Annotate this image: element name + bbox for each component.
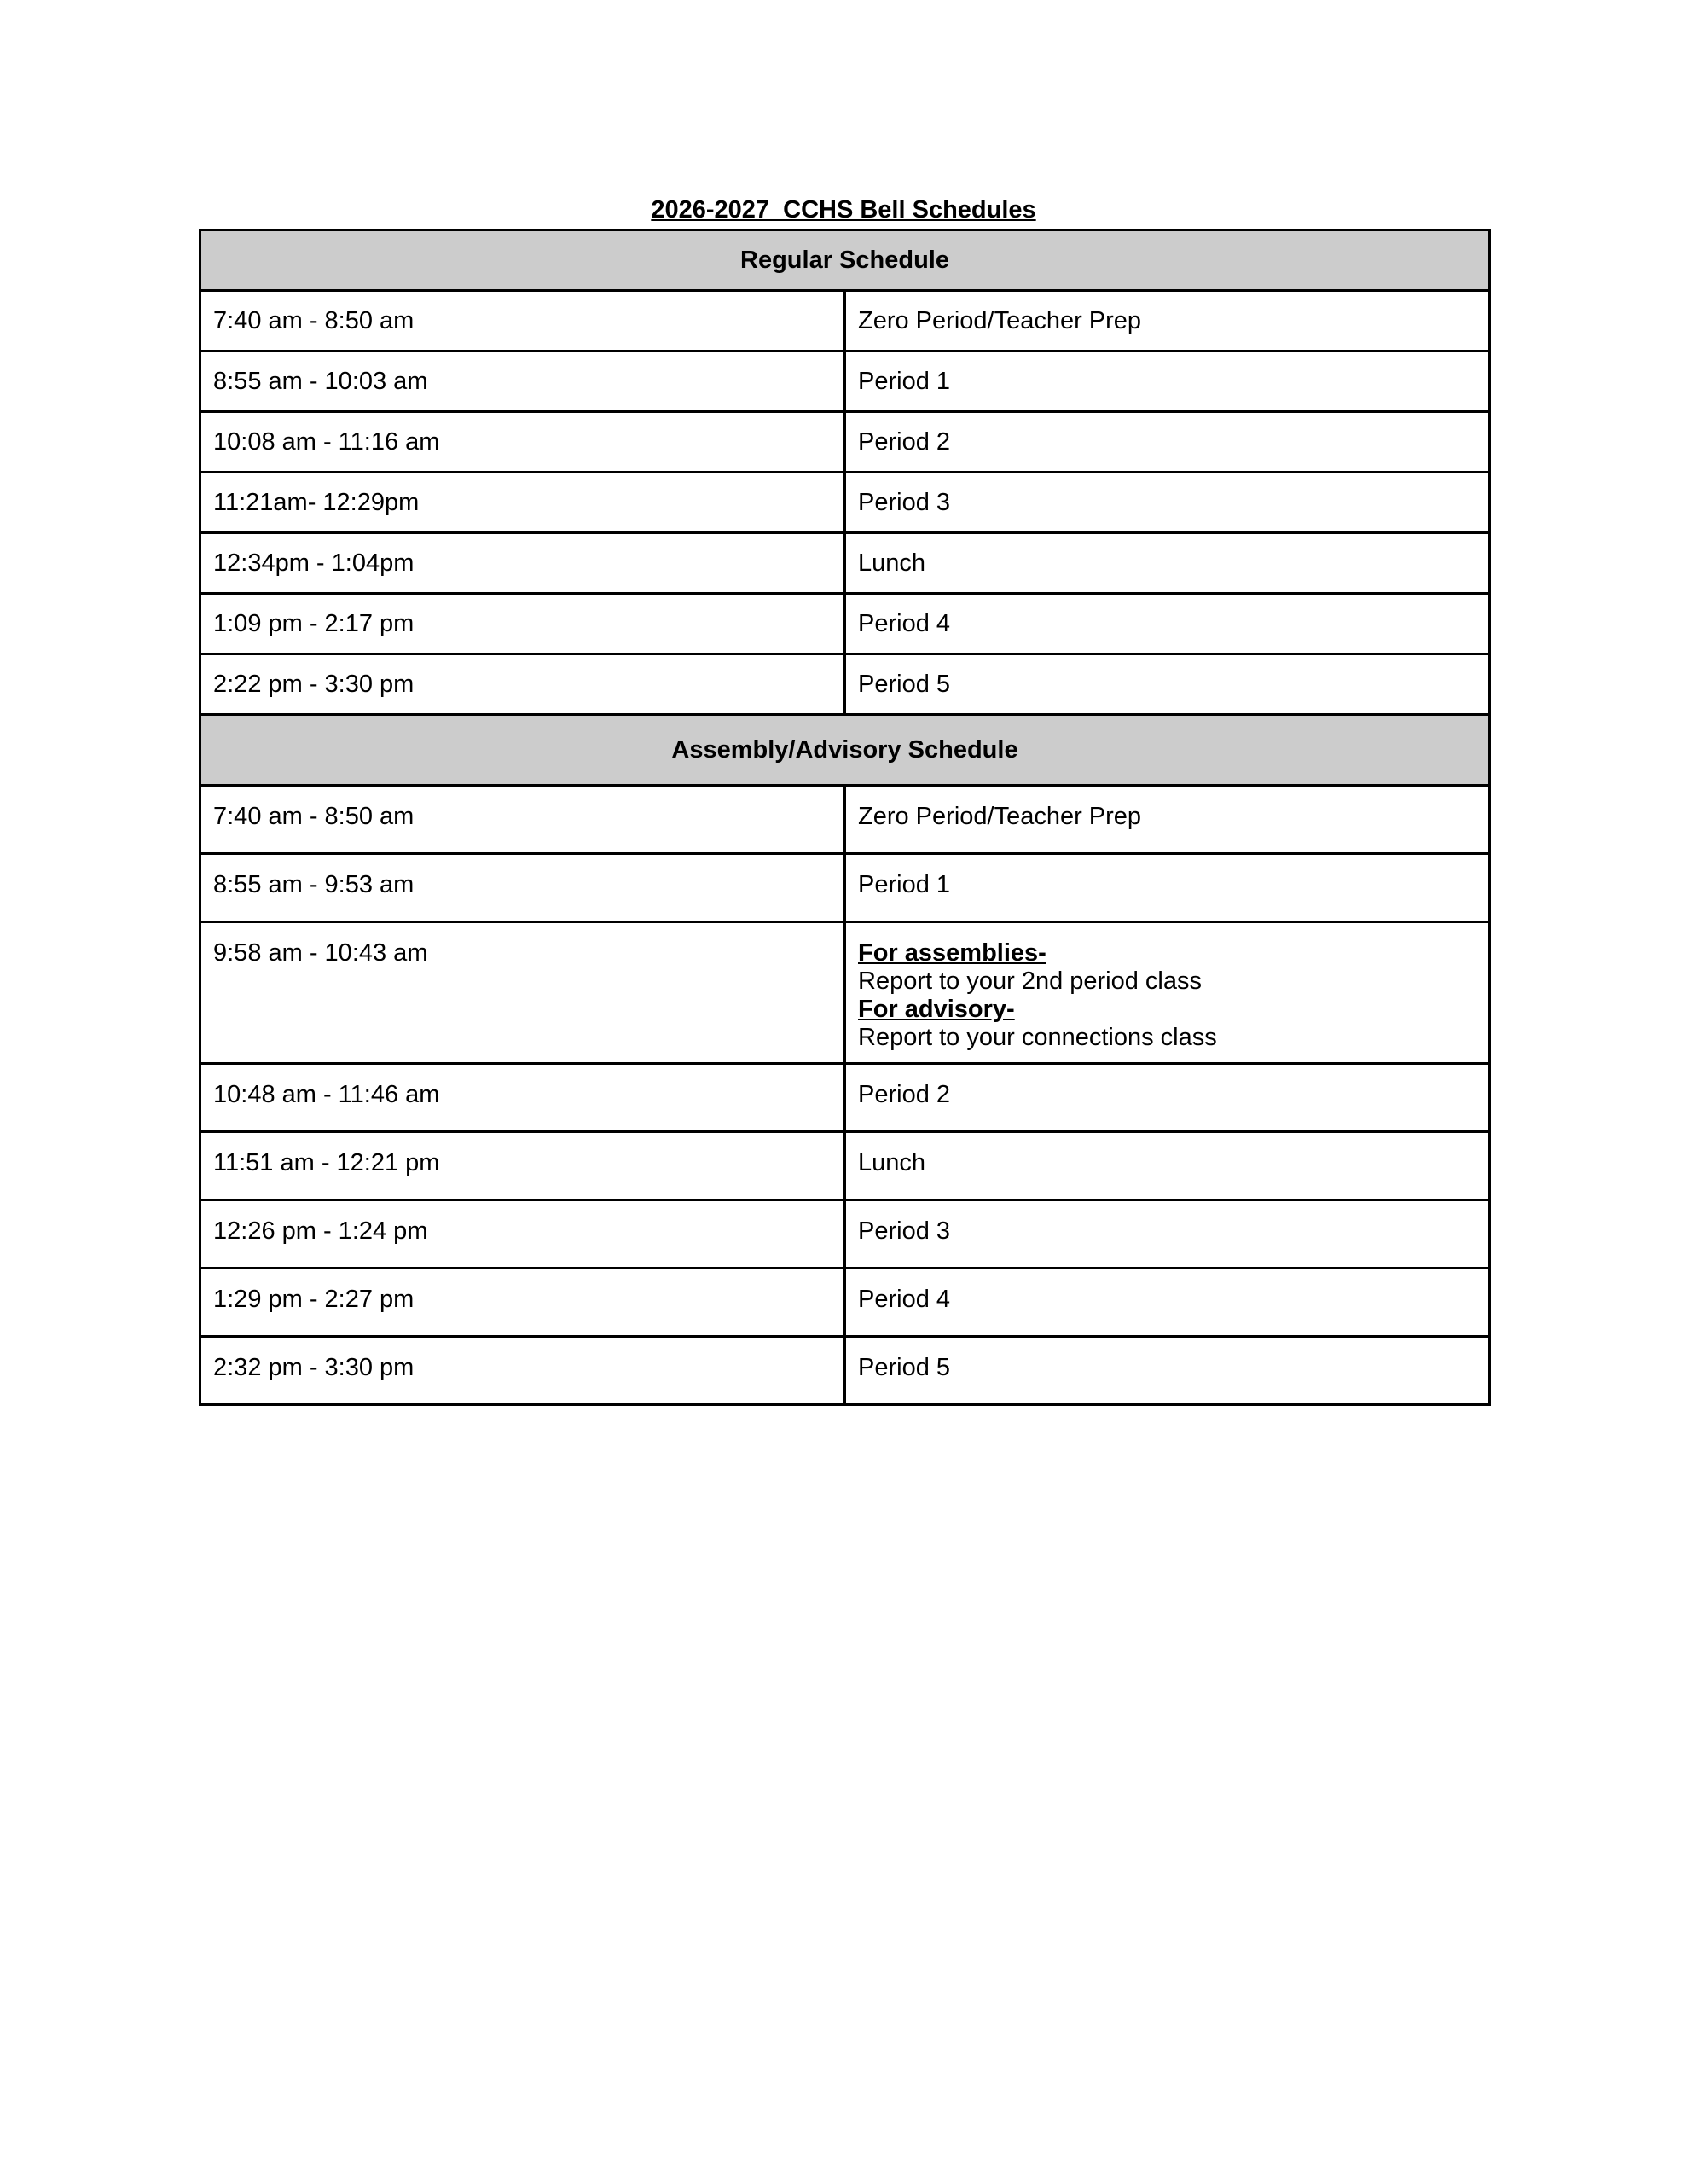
time-cell: 8:55 am - 9:53 am — [200, 854, 845, 922]
assemblies-instruction: Report to your 2nd period class — [858, 967, 1202, 995]
activity-cell: Period 3 — [845, 473, 1490, 533]
table-row — [200, 1337, 1490, 1405]
table-row — [200, 412, 1490, 473]
table-row — [200, 1064, 1490, 1132]
table-row — [200, 351, 1490, 412]
table-row — [200, 854, 1490, 922]
activity-cell: Lunch — [845, 1132, 1490, 1200]
activity-cell: Period 4 — [845, 1269, 1490, 1337]
activity-cell: Zero Period/Teacher Prep — [845, 291, 1490, 351]
table-row — [200, 1132, 1490, 1200]
advisory-instruction: Report to your connections class — [858, 1024, 1217, 1051]
regular-schedule-heading: Regular Schedule — [200, 230, 1490, 291]
activity-cell: Period 2 — [845, 412, 1490, 473]
table-row — [200, 291, 1490, 351]
table-row — [200, 473, 1490, 533]
assembly-schedule-heading: Assembly/Advisory Schedule — [200, 715, 1490, 786]
time-cell: 2:22 pm - 3:30 pm — [200, 654, 845, 715]
activity-cell: Zero Period/Teacher Prep — [845, 786, 1490, 854]
time-cell: 8:55 am - 10:03 am — [200, 351, 845, 412]
section-header-row — [200, 715, 1490, 786]
table-row — [200, 1200, 1490, 1269]
table-row — [200, 594, 1490, 654]
time-cell: 1:29 pm - 2:27 pm — [200, 1269, 845, 1337]
document-title: 2026-2027 CCHS Bell Schedules — [651, 196, 1036, 224]
table-row — [200, 922, 1490, 1064]
time-cell: 10:48 am - 11:46 am — [200, 1064, 845, 1132]
advisory-label: For advisory- — [858, 996, 1015, 1023]
table-row — [200, 533, 1490, 594]
activity-cell: Period 3 — [845, 1200, 1490, 1269]
time-cell: 9:58 am - 10:43 am — [200, 922, 845, 1064]
activity-cell — [845, 922, 1490, 1064]
assemblies-label: For assemblies- — [858, 939, 1046, 967]
time-cell: 11:51 am - 12:21 pm — [200, 1132, 845, 1200]
time-cell: 7:40 am - 8:50 am — [200, 786, 845, 854]
activity-cell: Lunch — [845, 533, 1490, 594]
activity-cell: Period 5 — [845, 1337, 1490, 1405]
bell-schedule-table — [199, 229, 1491, 1406]
activity-cell: Period 5 — [845, 654, 1490, 715]
activity-cell: Period 1 — [845, 854, 1490, 922]
time-cell: 10:08 am - 11:16 am — [200, 412, 845, 473]
time-cell: 11:21am- 12:29pm — [200, 473, 845, 533]
time-cell: 12:34pm - 1:04pm — [200, 533, 845, 594]
table-row — [200, 654, 1490, 715]
section-header-row — [200, 230, 1490, 291]
time-cell: 1:09 pm - 2:17 pm — [200, 594, 845, 654]
activity-cell: Period 2 — [845, 1064, 1490, 1132]
time-cell: 7:40 am - 8:50 am — [200, 291, 845, 351]
time-cell: 2:32 pm - 3:30 pm — [200, 1337, 845, 1405]
time-cell: 12:26 pm - 1:24 pm — [200, 1200, 845, 1269]
table-row — [200, 786, 1490, 854]
activity-cell: Period 4 — [845, 594, 1490, 654]
activity-cell: Period 1 — [845, 351, 1490, 412]
table-row — [200, 1269, 1490, 1337]
